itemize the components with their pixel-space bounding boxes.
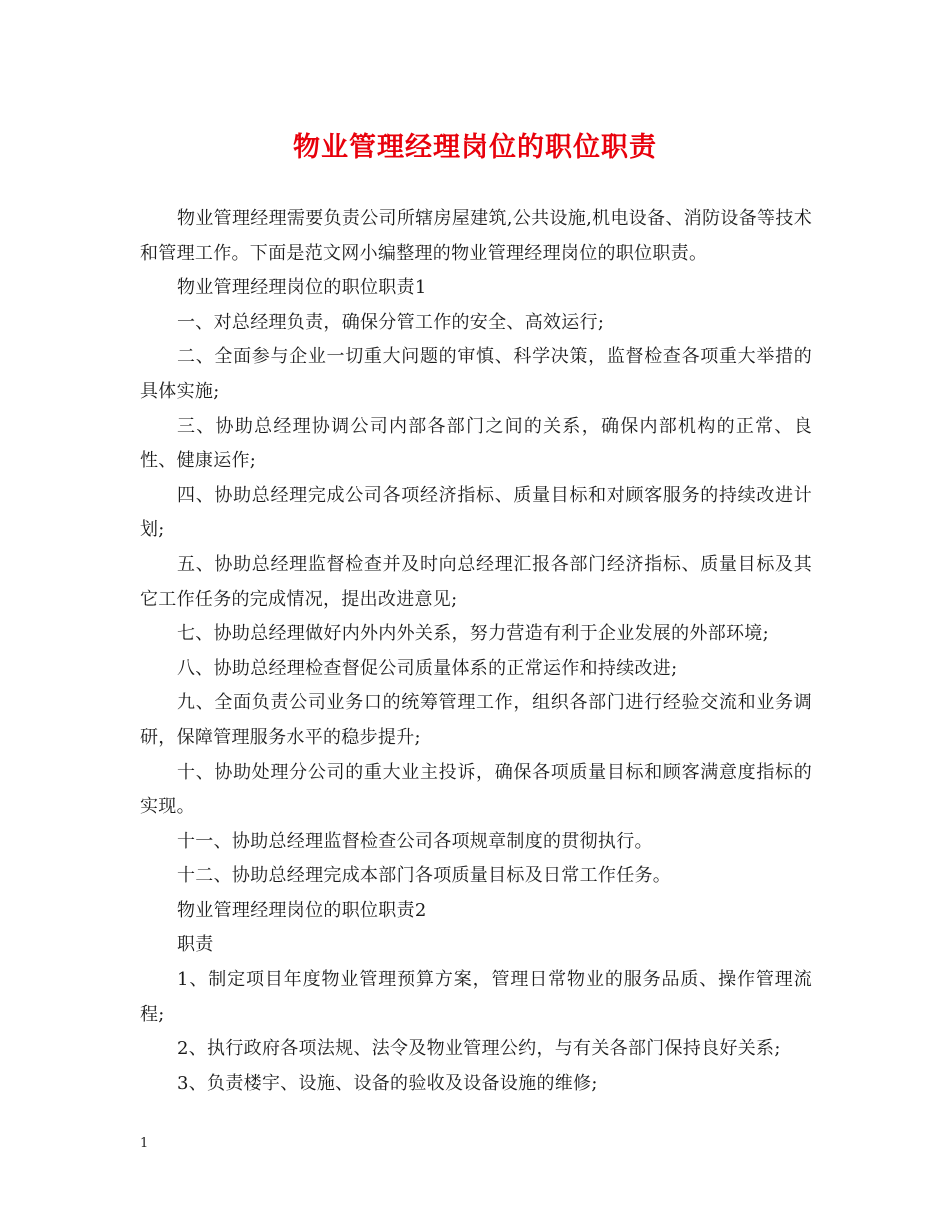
duty-item: 七、协助总经理做好内外内外关系，努力营造有利于企业发展的外部环境; [177,623,769,645]
duty-item: 3、负责楼宇、设施、设备的验收及设备设施的维修; [177,1072,598,1094]
section-heading-2: 物业管理经理岗位的职位职责2 [177,899,427,921]
intro-paragraph: 物业管理经理需要负责公司所辖房屋建筑,公共设施,机电设备、消防设备等技术和管理工作。下面是范文网小编整理的物业管理经理岗位的职位职责。 [140,208,812,264]
subsection-label: 职责 [177,934,214,956]
duty-item: 1、制定项目年度物业管理预算方案，管理日常物业的服务品质、操作管理流程; [140,969,812,1025]
duty-item: 二、全面参与企业一切重大问题的审慎、科学决策，监督检查各项重大举措的具体实施; [140,346,812,402]
duty-item: 十一、协助总经理监督检查公司各项规章制度的贯彻执行。 [177,830,653,852]
duty-item: 四、协助总经理完成公司各项经济指标、质量目标和对顾客服务的持续改进计划; [140,484,812,541]
duty-item: 2、执行政府各项法规、法令及物业管理公约，与有关各部门保持良好关系; [177,1038,781,1060]
duty-item: 十二、协助总经理完成本部门各项质量目标及日常工作任务。 [177,865,672,887]
page-number: 1 [140,1136,149,1151]
duty-item: 九、全面负责公司业务口的统筹管理工作，组织各部门进行经验交流和业务调研，保障管理服务水平的稳步提升; [140,692,812,748]
duty-item: 八、协助总经理检查督促公司质量体系的正常运作和持续改进; [177,657,678,679]
document-title: 物业管理经理岗位的职位职责 [293,132,657,163]
duty-item: 三、协助总经理协调公司内部各部门之间的关系，确保内部机构的正常、良性、健康运作; [140,415,812,472]
section-heading-1: 物业管理经理岗位的职位职责1 [177,277,427,299]
document-body [140,202,812,1101]
duty-item: 十、协助处理分公司的重大业主投诉，确保各项质量目标和顾客满意度指标的实现。 [140,761,812,818]
duty-item: 一、对总经理负责，确保分管工作的安全、高效运行; [177,311,605,333]
duty-item: 五、协助总经理监督检查并及时向总经理汇报各部门经济指标、质量目标及其它工作任务的完成情况，提出改进意见; [140,553,812,610]
